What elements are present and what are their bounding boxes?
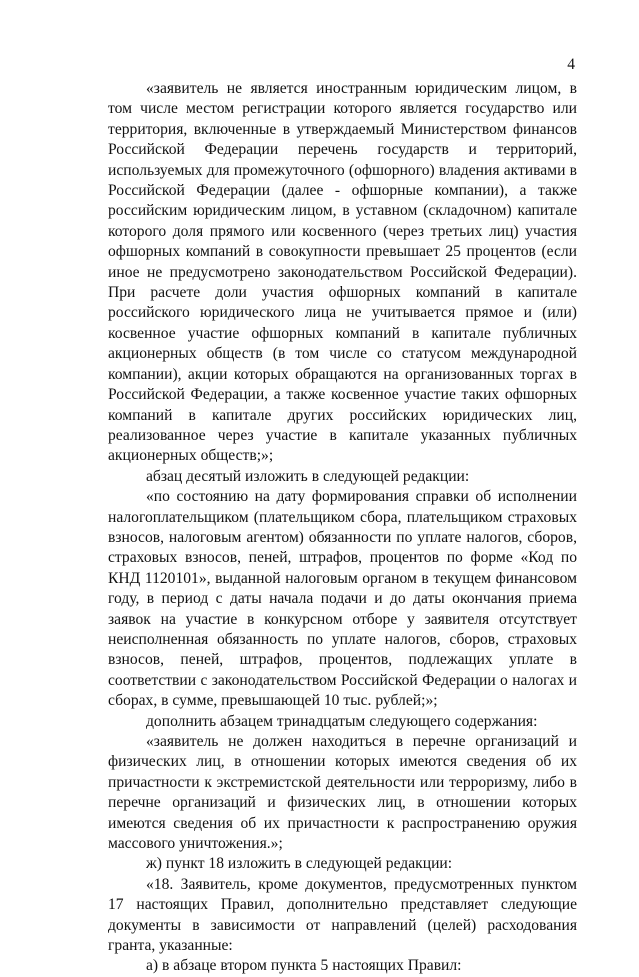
document-body (108, 79, 577, 977)
paragraph-subpoint-a: а) в абзаце втором пункта 5 настоящих Правил: (146, 957, 462, 975)
page-number: 4 (567, 56, 575, 73)
paragraph-add-thirteenth: дополнить абзацем тринадцатым следующего содержания: (146, 712, 538, 730)
paragraph-offshore-clause: «заявитель не является иностранным юридическим лицом, в том числе местом регистрации которого является государство или территория, включенные в утверждаемый Министерством финансов Российской Федерации перечень государств и территорий, используемых для промежуточного (офшорного) владения активами в Российской Федерации (далее - офшорные компании), а также российским юридическим лицом, в уставном (складочном) капитале которого доля прямого или косвенного (через третьих лиц) участия офшорных компаний в совокупности превышает 25 процентов (если иное не предусмотрено законодательством Российской Федерации). При расчете доли участия офшорных компаний в капитале российского юридического лица не учитывается прямое и (или) косвенное участие офшорных компаний в капитале публичных акционерных обществ (в том числе со статусом международной компании), акции которых обращаются на организованных торгах в Российской Федерации, а также косвенное участие таких офшорных компаний в капитале других российских юридических лиц, реализованное через участие в капитале указанных публичных акционерных обществ;»; (108, 80, 577, 465)
paragraph-extremism-list: «заявитель не должен находиться в перечне организаций и физических лиц, в отношении которых имеются сведения об их причастности к экстремистской деятельности или терроризму, либо в перечне организаций и физических лиц, в отношении которых имеются сведения об их причастности к распространению оружия массового уничтожения.»; (108, 733, 577, 853)
paragraph-point-18-text: «18. Заявитель, кроме документов, предусмотренных пунктом 17 настоящих Правил, дополнительно представляет следующие документы в зависимости от направлений (целей) расходования гранта, указанные: (108, 875, 577, 955)
paragraph-amend-point-18: ж) пункт 18 изложить в следующей редакции: (146, 855, 453, 873)
paragraph-tax-obligation: «по состоянию на дату формирования справки об исполнении налогоплательщиком (плательщиком сбора, плательщиком страховых взносов, налоговым агентом) обязанности по уплате налогов, сборов, страховых взносов, пеней, штрафов, процентов по форме «Код по КНД 1120101», выданной налоговым органом в текущем финансовом году, в период с даты начала подачи и до даты окончания приема заявок на участие в конкурсном отборе у заявителя отсутствует неисполненная обязанность по уплате налогов, сборов, страховых взносов, пеней, штрафов, процентов, подлежащих уплате в соответствии с законодательством Российской Федерации о налогах и сборах, в сумме, превышающей 10 тыс. рублей;»; (108, 488, 577, 710)
paragraph-amend-tenth: абзац десятый изложить в следующей редакции: (146, 467, 470, 485)
